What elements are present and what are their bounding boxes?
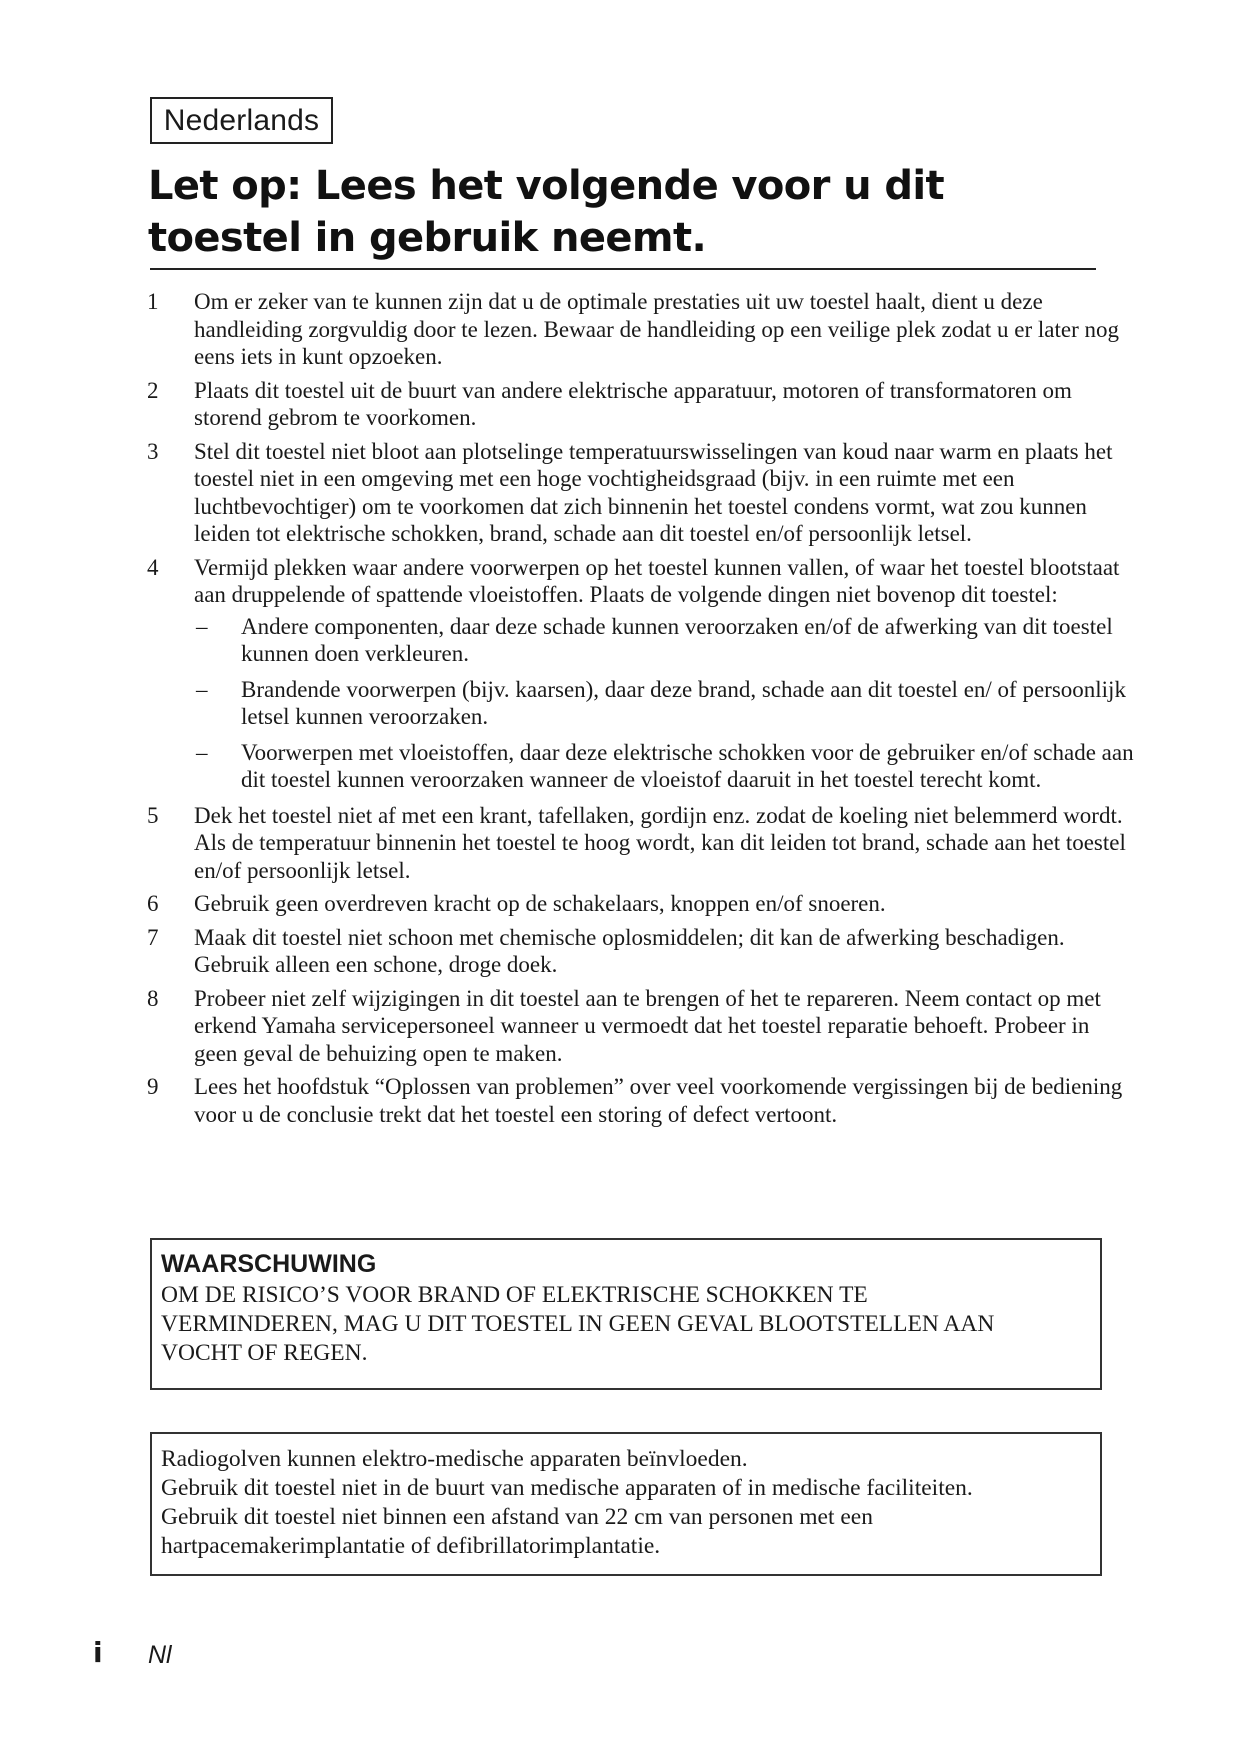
radio-notice-box <box>150 1432 1102 1576</box>
item-number: 8 <box>147 985 159 1011</box>
language-tab: Nederlands <box>150 97 333 144</box>
warning-title: WAARSCHUWING <box>161 1250 377 1278</box>
item-number: 3 <box>147 438 159 464</box>
list-item <box>147 924 1137 979</box>
item-text: Vermijd plekken waar andere voorwerpen op het toestel kunnen vallen, of waar het toestel blootstaat aan druppelende of spattende vloeistoffen. Plaats de volgende dingen niet bovenop dit toestel: <box>194 554 1120 607</box>
item-text: Dek het toestel niet af met een krant, tafellaken, gordijn enz. zodat de koeling niet belemmerd wordt. Als de temperatuur binnenin het toestel te hoog wordt, kan dit leiden tot brand, schade aan het toestel en/of persoonlijk letsel. <box>194 802 1126 883</box>
item-number: 5 <box>147 802 159 828</box>
sub-item-text: Voorwerpen met vloeistoffen, daar deze elektrische schokken voor de gebruiker en/of schade aan dit toestel kunnen veroorzaken wanneer de vloeistof daaruit in het toestel terecht komt. <box>241 739 1134 792</box>
list-item <box>147 1073 1137 1128</box>
sub-list-item <box>194 613 1137 668</box>
list-item <box>147 802 1137 885</box>
dash-bullet: – <box>196 676 208 702</box>
precautions-list <box>147 288 1137 1134</box>
sub-list-item <box>194 676 1137 731</box>
item-number: 6 <box>147 891 159 916</box>
page-mark: i <box>93 1636 103 1669</box>
list-item <box>147 377 1137 432</box>
item-text: Stel dit toestel niet bloot aan plotselinge temperatuurswisselingen van koud naar warm en plaats het toestel niet in een omgeving met een hoge vochtigheidsgraad (bijv. in een ruimte met een luchtbevochtiger) om te voorkomen dat zich binnenin het toestel condens vormt, wat zou kunnen leiden tot elektrische schokken, brand, schade aan dit toestel en/of persoonlijk letsel. <box>194 438 1113 546</box>
dash-bullet: – <box>196 739 208 765</box>
list-item <box>147 985 1137 1068</box>
item-text: Lees het hoofdstuk “Oplossen van problemen” over veel voorkomende vergissingen bij de bediening voor u de conclusie trekt dat het toestel een storing of defect vertoont. <box>194 1074 1123 1127</box>
sub-list-item <box>194 739 1137 794</box>
footer-language-code: Nl <box>148 1641 172 1669</box>
item-text: Probeer niet zelf wijzigingen in dit toestel aan te brengen of het te repareren. Neem contact op met erkend Yamaha servicepersoneel wanneer u vermoedt dat het toestel reparatie behoeft. Probeer in geen geval de behuizing open te maken. <box>194 985 1101 1066</box>
title-divider <box>150 268 1096 270</box>
sub-item-text: Andere componenten, daar deze schade kunnen veroorzaken en/of de afwerking van dit toestel kunnen doen verkleuren. <box>241 613 1113 666</box>
sub-list <box>194 613 1137 794</box>
item-text: Plaats dit toestel uit de buurt van andere elektrische apparatuur, motoren of transformatoren om storend gebrom te voorkomen. <box>194 377 1072 430</box>
list-item <box>147 890 1137 918</box>
item-number: 1 <box>147 289 159 314</box>
list-item <box>147 288 1137 371</box>
list-item <box>147 438 1137 548</box>
dash-bullet: – <box>196 613 208 639</box>
list-item <box>147 554 1137 794</box>
item-text: Gebruik geen overdreven kracht op de schakelaars, knoppen en/of snoeren. <box>194 891 886 916</box>
item-text: Maak dit toestel niet schoon met chemische oplosmiddelen; dit kan de afwerking beschadigen. Gebruik alleen een schone, droge doek. <box>194 924 1065 977</box>
radio-notice-text: Radiogolven kunnen elektro-medische apparaten beïnvloeden. Gebruik dit toestel niet in de buurt van medische apparaten of in medische faciliteiten. Gebruik dit toestel niet binnen een afstand van 22 cm van personen met een hartpacemakerimplantatie of defibrillatorimplantatie. <box>161 1446 973 1559</box>
item-text: Om er zeker van te kunnen zijn dat u de optimale prestaties uit uw toestel haalt, dient u deze handleiding zorgvuldig door te lezen. Bewaar de handleiding op een veilige plek zodat u er later nog eens iets in kunt opzoeken. <box>194 289 1120 369</box>
item-number: 9 <box>147 1074 159 1099</box>
item-number: 4 <box>147 554 159 580</box>
page-title: Let op: Lees het volgende voor u dit toestel in gebruik neemt. <box>148 163 944 261</box>
item-number: 7 <box>147 924 159 950</box>
item-number: 2 <box>147 377 159 403</box>
warning-text: OM DE RISICO’S VOOR BRAND OF ELEKTRISCHE SCHOKKEN TE VERMINDEREN, MAG U DIT TOESTEL IN GEEN GEVAL BLOOTSTELLEN AAN VOCHT OF REGEN. <box>161 1282 995 1366</box>
warning-box <box>150 1238 1102 1390</box>
sub-item-text: Brandende voorwerpen (bijv. kaarsen), daar deze brand, schade aan dit toestel en/ of persoonlijk letsel kunnen veroorzaken. <box>241 676 1126 729</box>
